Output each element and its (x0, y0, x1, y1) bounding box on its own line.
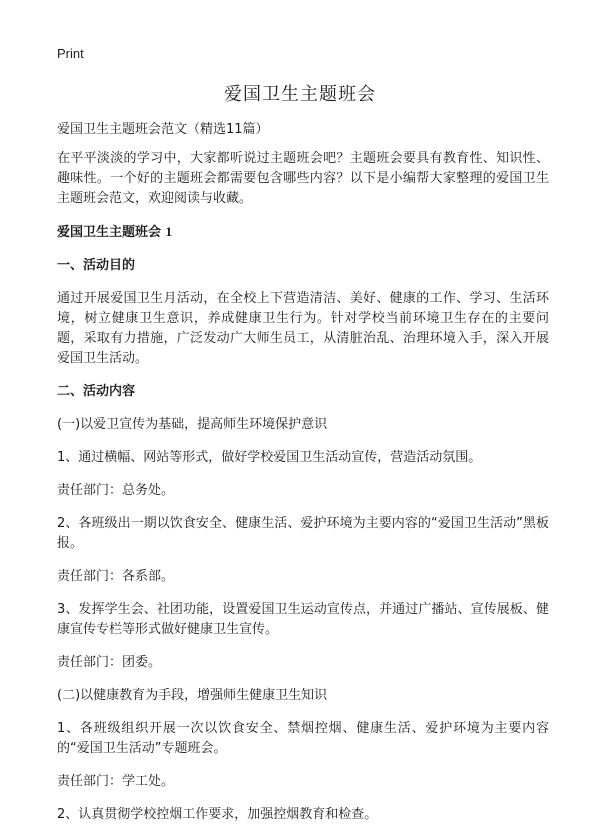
part1-heading: 一、活动目的 (57, 258, 136, 273)
section-heading-number: 1 (165, 224, 173, 239)
content-item: 1、通过横幅、网站等形式，做好学校爱国卫生活动宣传，营造活动氛围。 (57, 450, 482, 465)
section-heading (57, 222, 549, 243)
content-item: 责任部门：总务处。 (57, 483, 175, 498)
content-item: (二)以健康教育为手段，增强师生健康卫生知识 (57, 688, 328, 703)
content-item: 3、发挥学生会、社团功能，设置爱国卫生运动宣传点，并通过广播站、宣传展板、健康宣传专栏等形式做好健康卫生宣传。 (57, 602, 549, 637)
content-item: (一)以爱卫宣传为基础，提高师生环境保护意识 (57, 417, 328, 432)
content-item: 责任部门：团委。 (57, 655, 162, 670)
content-item: 责任部门：学工处。 (57, 774, 175, 789)
content-item: 2、各班级出一期以饮食安全、健康生活、爱护环境为主要内容的“爱国卫生活动”黑板报。 (57, 516, 549, 551)
page-title: 爱国卫生主题班会 (224, 84, 376, 105)
content-item: 责任部门：各系部。 (57, 569, 175, 584)
article-subtitle: 爱国卫生主题班会范文（精选11篇） (57, 122, 269, 137)
part2-heading: 二、活动内容 (57, 384, 136, 399)
content-item: 1、各班级组织开展一次以饮食安全、禁烟控烟、健康生活、爱护环境为主要内容的“爱国卫生活动”专题班会。 (57, 721, 549, 756)
section-heading-text: 爱国卫生主题班会 (57, 225, 162, 240)
intro-paragraph: 在平平淡淡的学习中，大家都听说过主题班会吧？主题班会要具有教育性、知识性、趣味性。一个好的主题班会都需要包含哪些内容？以下是小编帮大家整理的爱国卫生主题班会范文，欢迎阅读与收藏。 (57, 151, 549, 206)
content-item: 2、认真贯彻学校控烟工作要求，加强控烟教育和检查。 (57, 807, 378, 822)
part1-paragraph: 通过开展爱国卫生月活动，在全校上下营造清洁、美好、健康的工作、学习、生活环境，树立健康卫生意识，养成健康卫生行为。针对学校当前环境卫生存在的主要问题，采取有力措施，广泛发动广大师生员工，从清脏治乱、治理环境入手，深入开展爱国卫生活动。 (57, 291, 549, 366)
print-link[interactable]: Print (57, 46, 84, 61)
article-body (57, 120, 549, 838)
